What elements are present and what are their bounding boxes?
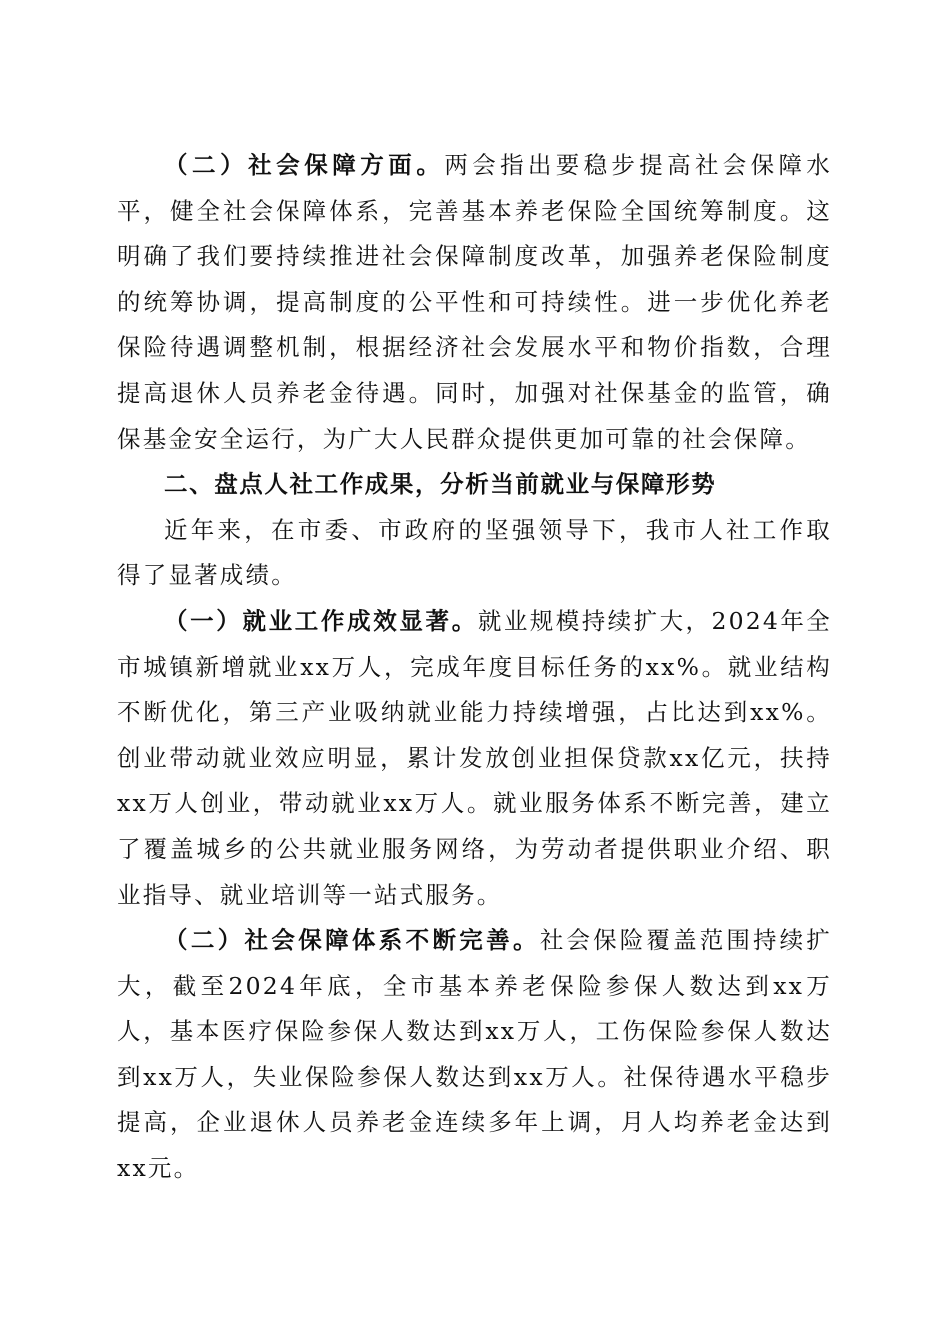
- paragraph-lead: （二）社会保障体系不断完善。: [164, 926, 540, 955]
- paragraph-social-security-system: [117, 918, 832, 1192]
- paragraph-intro: 近年来，在市委、市政府的坚强领导下，我市人社工作取得了显著成绩。: [117, 515, 832, 590]
- paragraph-body: 两会指出要稳步提高社会保障水平，健全社会保障体系，完善基本养老保险全国统筹制度。这明确了我们要持续推进社会保障制度改革，加强养老保险制度的统筹协调，提高制度的公平性和可持续性。进一步优化养老保险待遇调整机制，根据经济社会发展水平和物价指数，合理提高退休人员养老金待遇。同时，加强对社保基金的监管，确保基金安全运行，为广大人民群众提供更加可靠的社会保障。: [117, 151, 832, 453]
- paragraph-employment: [117, 599, 832, 918]
- section-heading: 二、盘点人社工作成果，分析当前就业与保障形势: [164, 470, 717, 499]
- paragraph-body: 社会保险覆盖范围持续扩大，截至2024年底，全市基本养老保险参保人数达到xx万人，基本医疗保险参保人数达到xx万人，工伤保险参保人数达到xx万人，失业保险参保人数达到xx万人。社保待遇水平稳步提高，企业退休人员养老金连续多年上调，月人均养老金达到xx元。: [117, 926, 832, 1183]
- paragraph-social-security: [117, 143, 832, 462]
- paragraph-body: 就业规模持续扩大，2024年全市城镇新增就业xx万人，完成年度目标任务的xx%。就业结构不断优化，第三产业吸纳就业能力持续增强，占比达到xx%。创业带动就业效应明显，累计发放创业担保贷款xx亿元，扶持xx万人创业，带动就业xx万人。就业服务体系不断完善，建立了覆盖城乡的公共就业服务网络，为劳动者提供职业介绍、职业指导、就业培训等一站式服务。: [117, 606, 832, 909]
- document-page: [117, 143, 832, 1192]
- paragraph-lead: （一）就业工作成效显著。: [164, 606, 478, 635]
- paragraph-lead: （二）社会保障方面。: [164, 151, 445, 179]
